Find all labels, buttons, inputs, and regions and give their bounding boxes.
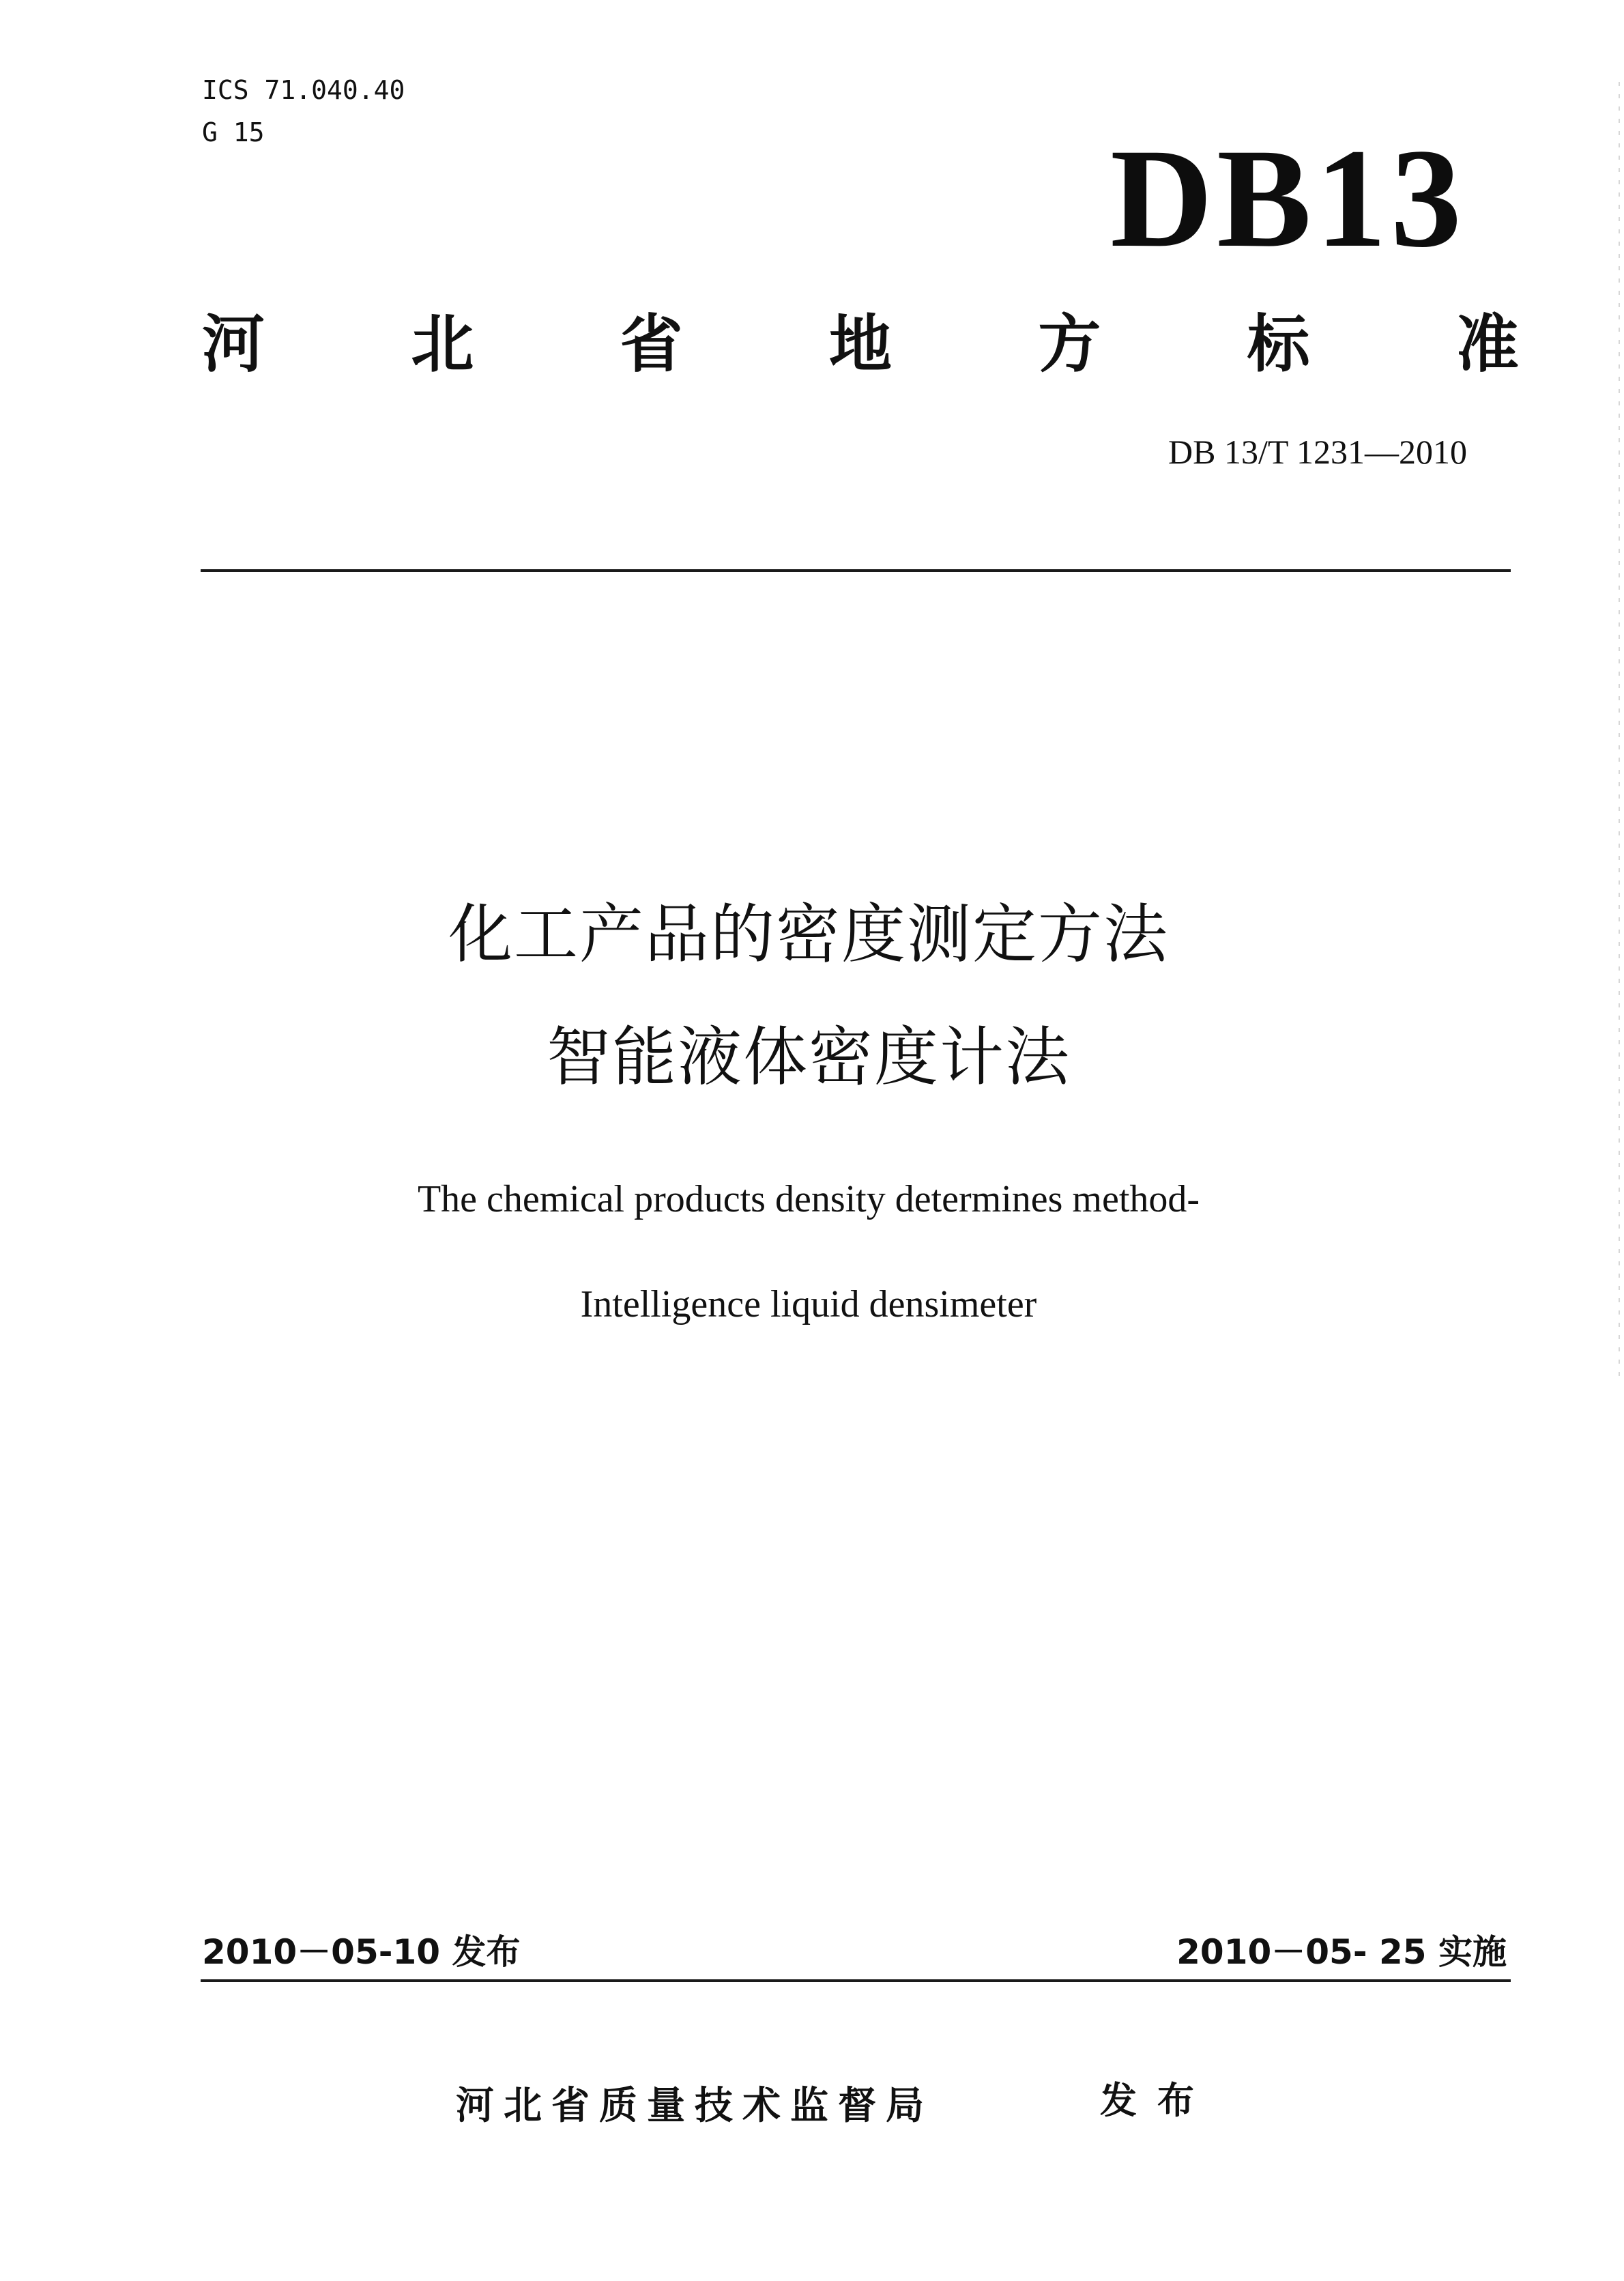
implementation-date: 2010－05- 25 实施: [1176, 1932, 1507, 1972]
issuing-authority: 河北省质量技术监督局: [456, 2084, 933, 2128]
classification-code: G 15: [202, 117, 265, 147]
issue-date: 2010－05-10 发布: [202, 1932, 521, 1972]
standard-type-char: 准: [1455, 308, 1519, 381]
standard-type-heading: [202, 307, 1519, 382]
standard-type-char: 省: [620, 308, 683, 381]
db-logo-code: DB13: [1110, 119, 1466, 276]
issue-action-label: 发布: [1100, 2079, 1215, 2122]
standard-type-char: 地: [828, 308, 892, 381]
title-english-line-2: Intelligence liquid densimeter: [580, 1283, 1037, 1325]
scan-edge-mark: [1619, 82, 1620, 1379]
standard-number: DB 13/T 1231—2010: [1168, 433, 1467, 471]
title-chinese-line-2: 智能液体密度计法: [546, 1020, 1071, 1095]
standard-type-char: 标: [1247, 308, 1310, 381]
standard-type-char: 河: [202, 308, 265, 381]
standard-type-char: 方: [1038, 308, 1101, 381]
title-chinese-line-1: 化工产品的密度测定方法: [448, 898, 1169, 972]
title-english-line-1: The chemical products density determines method-: [417, 1178, 1200, 1220]
bottom-divider: [201, 1979, 1511, 1982]
standard-type-char: 北: [411, 308, 474, 381]
ics-code: ICS 71.040.40: [202, 75, 405, 105]
top-divider: [201, 569, 1511, 572]
